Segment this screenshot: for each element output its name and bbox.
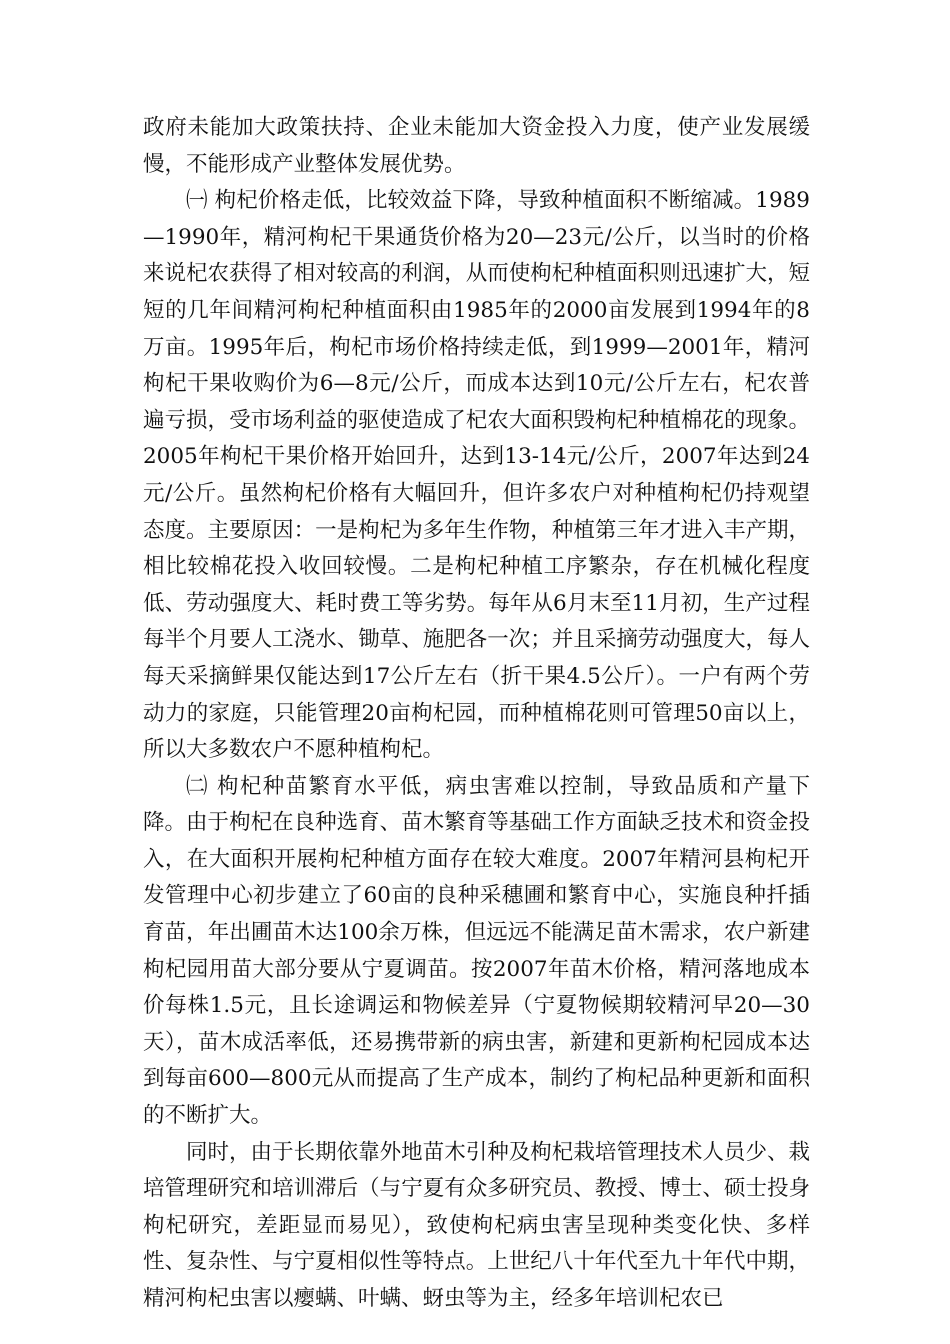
paragraph-2: ㈠ 枸杞价格走低，比较效益下降，导致种植面积不断缩减。1989—1990年，精河枸杞干果通货价格为20—23元/公斤，以当时的价格来说杞农获得了相对较高的利润，从而使枸杞种植面积则迅速扩大，短短的几年间精河枸杞种植面积由1985年的2000亩发展到1994年的8万亩。1995年后，枸杞市场价格持续走低，到1999—2001年，精河枸杞干果收购价为6—8元/公斤，而成本达到10元/公斤左右，杞农普遍亏损，受市场利益的驱使造成了杞农大面积毁枸杞种植棉花的现象。2005年枸杞干果价格开始回升，达到13-14元/公斤，2007年达到24元/公斤。虽然枸杞价格有大幅回升，但许多农户对种植枸杞仍持观望态度。主要原因：一是枸杞为多年生作物，种植第三年才进入丰产期，相比较棉花投入收回较慢。二是枸杞种植工序繁杂，存在机械化程度低、劳动强度大、耗时费工等劣势。每年从6月末至11月初，生产过程每半个月要人工浇水、锄草、施肥各一次；并且采摘劳动强度大，每人每天采摘鲜果仅能达到17公斤左右（折干果4.5公斤）。一户有两个劳动力的家庭，只能管理20亩枸杞园，而种植棉花则可管理50亩以上，所以大多数农户不愿种植枸杞。	[143, 188, 810, 763]
paragraph-4: 同时，由于长期依靠外地苗木引种及枸杞栽培管理技术人员少、栽培管理研究和培训滞后（与宁夏有众多研究员、教授、博士、硕士投身枸杞研究，差距显而易见），致使枸杞病虫害呈现种类变化快、多样性、复杂性、与宁夏相似性等特点。上世纪八十年代至九十年代中期，精河枸杞虫害以瘿螨、叶螨、蚜虫等为主，经多年培训杞农已	[143, 1139, 810, 1311]
document-page	[143, 110, 810, 1318]
paragraph-1: 政府未能加大政策扶持、企业未能加大资金投入力度，使产业发展缓慢，不能形成产业整体发展优势。	[143, 115, 810, 177]
paragraph-3: ㈡ 枸杞种苗繁育水平低，病虫害难以控制，导致品质和产量下降。由于枸杞在良种选育、苗木繁育等基础工作方面缺乏技术和资金投入，在大面积开展枸杞种植方面存在较大难度。2007年精河县枸杞开发管理中心初步建立了60亩的良种采穗圃和繁育中心，实施良种扦插育苗，年出圃苗木达100余万株，但远远不能满足苗木需求，农户新建枸杞园用苗大部分要从宁夏调苗。按2007年苗木价格，精河落地成本价每株1.5元，且长途调运和物候差异（宁夏物候期较精河早20—30天），苗木成活率低，还易携带新的病虫害，新建和更新枸杞园成本达到每亩600—800元从而提高了生产成本，制约了枸杞品种更新和面积的不断扩大。	[143, 773, 810, 1129]
